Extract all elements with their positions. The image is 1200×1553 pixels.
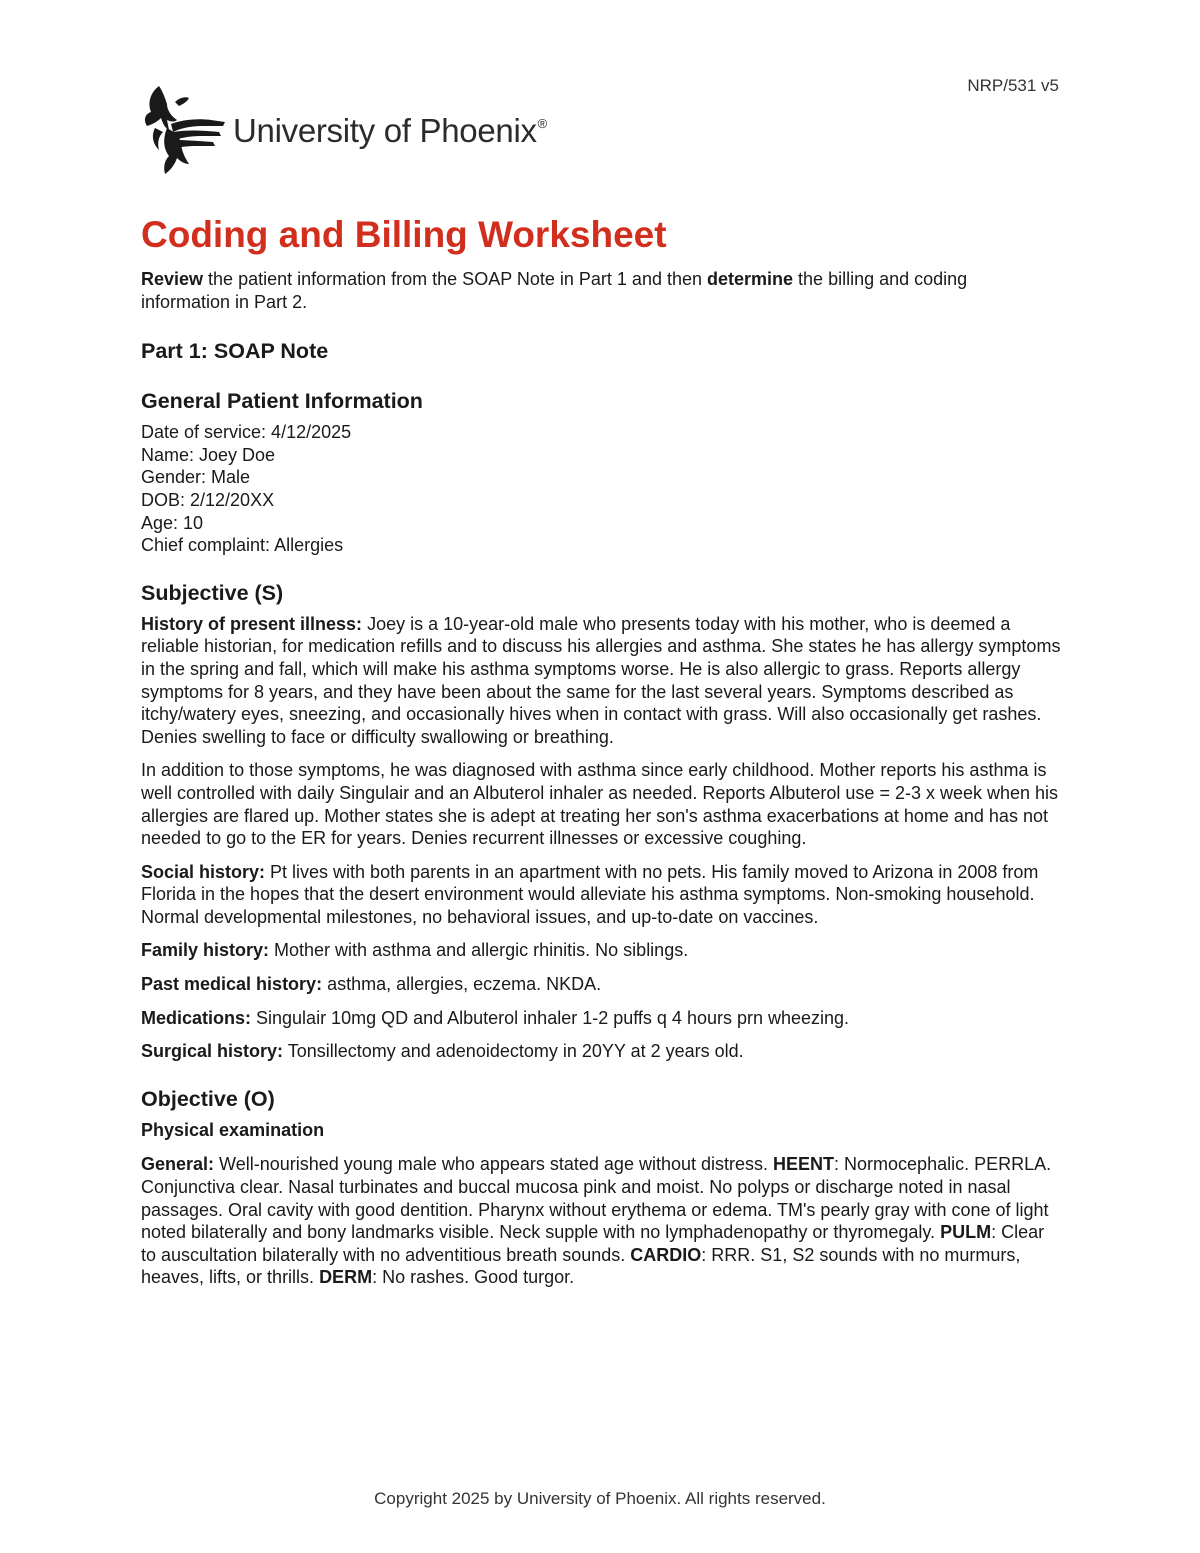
document-body <box>141 212 1061 1289</box>
hpi-paragraph-2: In addition to those symptoms, he was diagnosed with asthma since early childhood. Mother reports his asthma is well controlled with daily Singulair and an Albuterol inhaler as needed. Reports Albuterol use = 2-3 x week when his allergies are flared up. Mother states she is adept at treating her son's asthma exacerbations at home and has not needed to go to the ER for years. Denies recurrent illnesses or excessive coughing. <box>141 760 1059 849</box>
university-logo <box>141 84 547 176</box>
phoenix-bird-icon <box>141 84 227 176</box>
info-date-of-service: Date of service: 4/12/2025 <box>141 422 352 443</box>
medications: Medications: Singulair 10mg QD and Albuterol inhaler 1-2 puffs q 4 hours prn wheezing. <box>141 1007 850 1028</box>
hpi-paragraph: History of present illness: Joey is a 10-year-old male who presents today with his mother, who is deemed a reliable historian, for medication refills and to discuss his allergies and asthma. She states he has allergy symptoms in the spring and fall, which will make his asthma symptoms worse. He is also allergic to grass. Reports allergy symptoms for 8 years, and they have been about the same for the last several years. Symptoms described as itchy/watery eyes, sneezing, and occasionally hives when in contact with grass. Will also occasionally get rashes. Denies swelling to face or difficulty swallowing or breathing. <box>141 613 1061 747</box>
copyright-footer: Copyright 2025 by University of Phoenix. All rights reserved. <box>374 1489 826 1508</box>
info-name: Name: Joey Doe <box>141 444 276 465</box>
objective-heading: Objective (O) <box>141 1086 275 1111</box>
document-code: NRP/531 v5 <box>967 76 1059 95</box>
general-info-heading: General Patient Information <box>141 389 423 414</box>
info-age: Age: 10 <box>141 512 204 533</box>
physical-exam-heading: Physical examination <box>141 1119 325 1140</box>
logo-wordmark: University of Phoenix® <box>233 111 547 149</box>
past-medical-history: Past medical history: asthma, allergies, eczema. NKDA. <box>141 974 602 995</box>
info-gender: Gender: Male <box>141 467 251 488</box>
info-chief-complaint: Chief complaint: Allergies <box>141 535 344 556</box>
part1-heading: Part 1: SOAP Note <box>141 339 329 364</box>
registered-mark: ® <box>537 115 547 131</box>
general-info-list <box>141 421 1061 557</box>
physical-exam-paragraph: General: Well-nourished young male who appears stated age without distress. HEENT: Normocephalic. PERRLA. Conjunctiva clear. Nasal turbinates and buccal mucosa pink and moist. No polyps or discharge noted in nasal passages. Oral cavity with good dentition. Pharynx without erythema or edema. TM's pearly gray with cone of light noted bilaterally and bony landmarks visible. Neck supple with no lymphadenopathy or thyromegaly. PULM: Clear to auscultation bilaterally with no adventitious breath sounds. CARDIO: RRR. S1, S2 sounds with no murmurs, heaves, lifts, or thrills. DERM: No rashes. Good turgor. <box>141 1154 1052 1288</box>
page-title: Coding and Billing Worksheet <box>141 214 667 255</box>
intro-paragraph: Review the patient information from the SOAP Note in Part 1 and then determine the billing and coding information in Part 2. <box>141 269 968 312</box>
social-history: Social history: Pt lives with both parents in an apartment with no pets. His family moved to Arizona in 2008 from Florida in the hopes that the desert environment would alleviate his asthma symptoms. Non-smoking household. Normal developmental milestones, no behavioral issues, and up-to-date on vaccines. <box>141 861 1039 927</box>
surgical-history: Surgical history: Tonsillectomy and adenoidectomy in 20YY at 2 years old. <box>141 1041 744 1062</box>
family-history: Family history: Mother with asthma and allergic rhinitis. No siblings. <box>141 940 689 961</box>
info-dob: DOB: 2/12/20XX <box>141 489 275 510</box>
subjective-heading: Subjective (S) <box>141 580 284 605</box>
